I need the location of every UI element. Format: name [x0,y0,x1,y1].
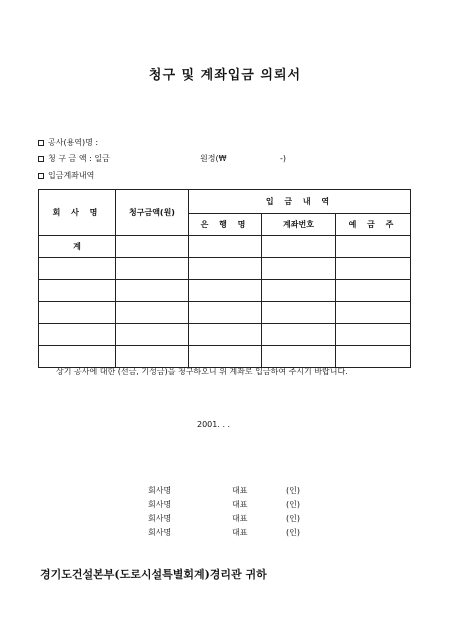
signature-company: 회사명 [148,514,172,523]
table-row [39,302,411,324]
table-cell [189,236,262,258]
signature-company: 회사명 [148,528,172,537]
header-claim-amount: 청구금액(원) [116,190,189,236]
table-row [39,346,411,368]
document-title: 청구 및 계좌입금 의뢰서 [148,68,302,83]
header-deposit-details: 입 금 내 역 [189,190,411,214]
table-cell [116,258,189,280]
signature-seal: (인) [286,528,300,537]
signature-company: 회사명 [148,500,172,509]
table-cell [262,280,336,302]
table-cell [189,258,262,280]
table-cell [262,236,336,258]
table-row [39,324,411,346]
project-name-line [38,138,98,148]
table-cell [39,324,116,346]
addressee: 경기도건설본부(도로시설특별회계)경리관 귀하 [40,568,267,581]
table-cell [39,346,116,368]
table-cell [262,302,336,324]
table-cell [262,324,336,346]
date-line: 2001. . . [197,420,231,429]
claim-amount-label: 청 구 금 액 : 일금 [48,154,110,163]
request-statement: 상기 공사에 대한 (선금, 기성금)을 청구하오니 위 계좌로 입금하여 주시기 바랍니다. [56,367,348,376]
table-cell [189,302,262,324]
signature-seal: (인) [286,486,300,495]
header-account-number: 계좌번호 [262,214,336,236]
table-cell [189,280,262,302]
signature-representative: 대표 [232,528,248,537]
table-cell [116,280,189,302]
table-cell [336,236,411,258]
table-row-total [39,236,411,258]
table-row [39,280,411,302]
checkbox-icon [38,156,44,162]
table-cell [336,302,411,324]
deposit-info-line [38,171,94,181]
table-row [39,258,411,280]
table-cell [39,258,116,280]
table-cell [116,324,189,346]
project-name-label: 공사(용역)명 : [48,138,99,147]
amount-won-label: 원정(₩ [200,154,227,163]
signature-representative: 대표 [232,486,248,495]
table-cell [39,280,116,302]
claim-amount-line [38,154,338,164]
table-cell [262,258,336,280]
deposit-info-label: 입금계좌내역 [48,171,95,180]
header-account-holder: 예 금 주 [336,214,411,236]
signature-representative: 대표 [232,514,248,523]
signature-seal: (인) [286,514,300,523]
checkbox-icon [38,140,44,146]
table-cell [189,346,262,368]
table-cell [189,324,262,346]
signature-seal: (인) [286,500,300,509]
deposit-table [38,189,411,368]
signature-company: 회사명 [148,486,172,495]
table-cell [336,258,411,280]
table-cell [39,302,116,324]
table-cell [336,324,411,346]
table-cell [336,346,411,368]
table-cell [116,346,189,368]
checkbox-icon [38,173,44,179]
table-cell [116,236,189,258]
table-cell [336,280,411,302]
table-cell [262,346,336,368]
header-bank-name: 은 행 명 [189,214,262,236]
signature-representative: 대표 [232,500,248,509]
total-label: 계 [39,236,116,258]
header-company: 회 사 명 [39,190,116,236]
table-cell [116,302,189,324]
amount-close-label: -) [280,154,287,163]
